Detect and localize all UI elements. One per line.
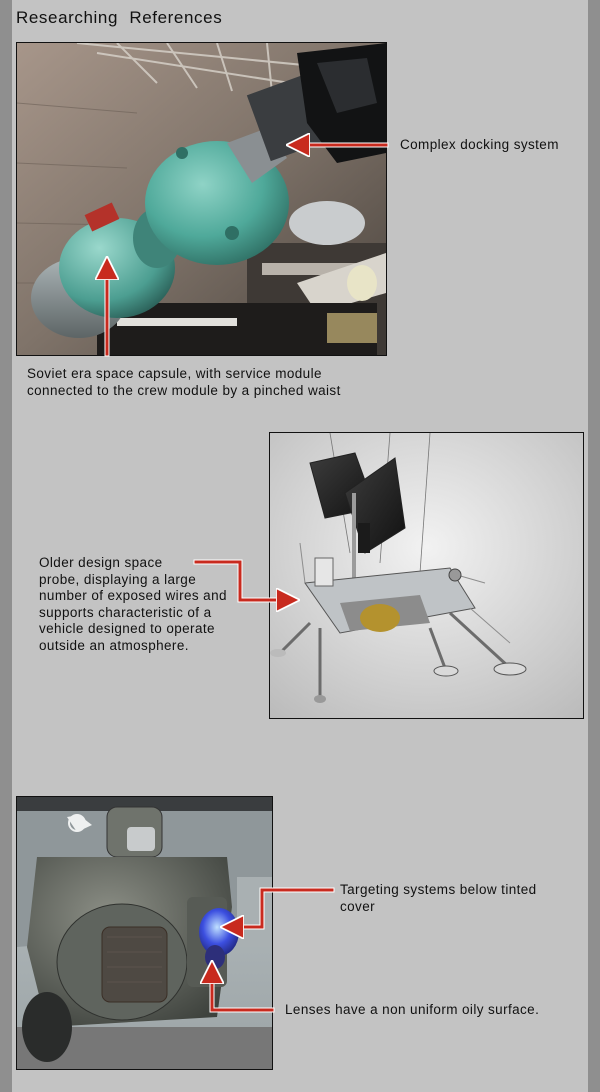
space-probe-photo — [269, 432, 584, 719]
soviet-capsule-caption: Soviet era space capsule, with service module connected to the crew module by a pinched waist — [27, 366, 341, 398]
page-right-edge — [588, 0, 600, 1092]
space-probe-caption: Older design space probe, displaying a large number of exposed wires and supports characteristic of a vehicle designed to operate outside an atmosphere. — [39, 555, 227, 653]
page-title: Researching References — [16, 8, 223, 27]
docking-system-caption: Complex docking system — [400, 137, 559, 152]
lenses-caption: Lenses have a non uniform oily surface. — [285, 1002, 540, 1017]
soyuz-capsule-photo — [16, 42, 387, 356]
targeting-pod-photo — [16, 796, 273, 1070]
page-left-edge — [0, 0, 12, 1092]
targeting-systems-caption: Targeting systems below tinted cover — [340, 882, 537, 914]
